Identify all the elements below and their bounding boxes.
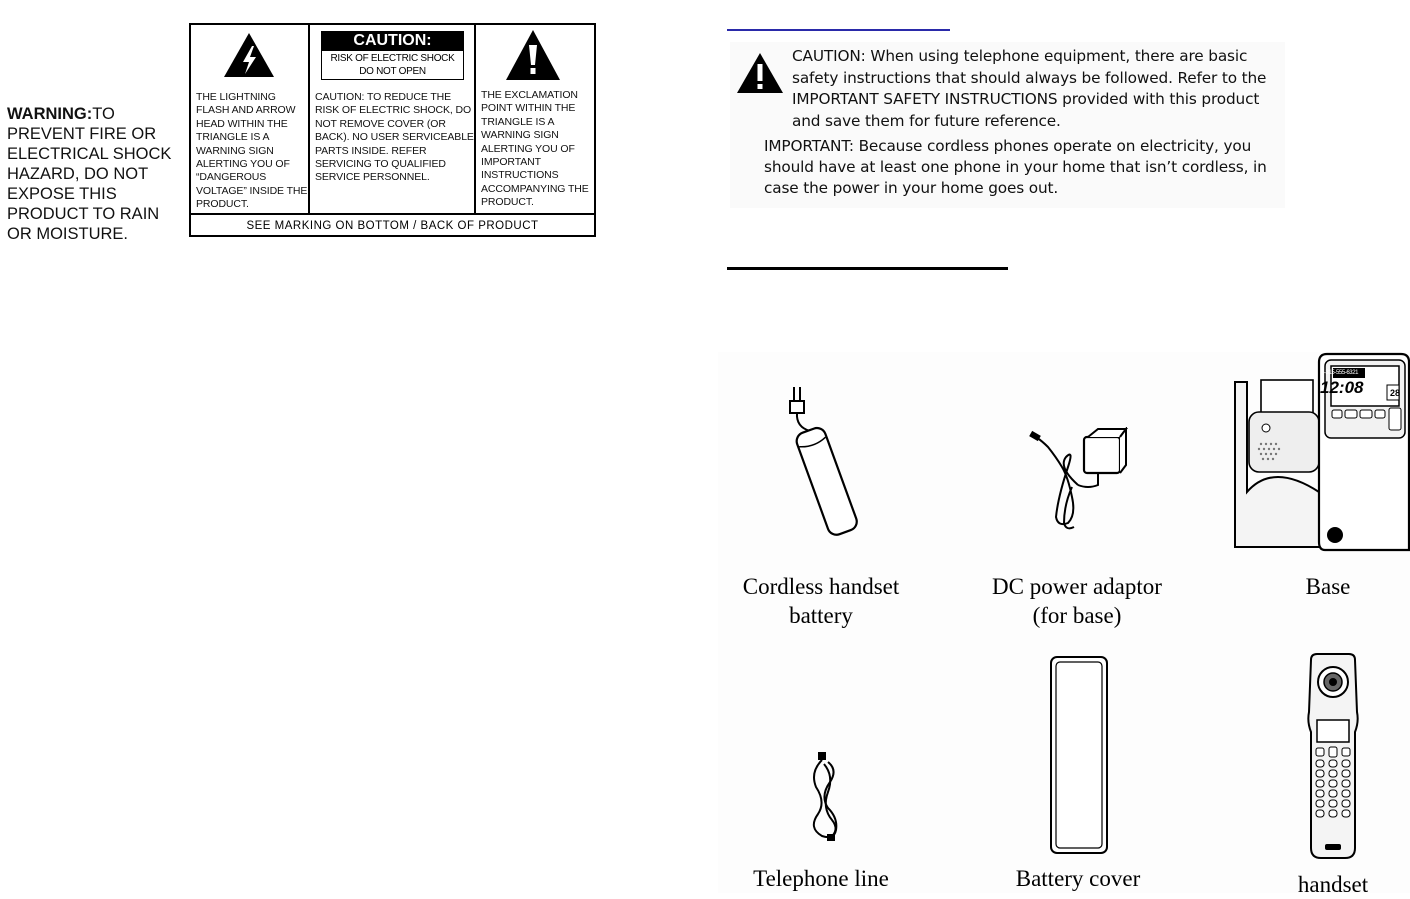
important-paragraph: IMPORTANT: Because cordless phones operate on electricity, you should have at least one phone in your home that isn’t cordless, in case the power in your home goes out. — [764, 137, 1267, 197]
warning-lead: WARNING: — [7, 105, 93, 123]
exclamation-column — [476, 25, 594, 213]
battery-caption — [718, 572, 924, 630]
label-footer: SEE MARKING ON BOTTOM / BACK OF PRODUCT — [191, 213, 594, 235]
center-column — [310, 25, 476, 213]
battery-cover-image — [1048, 655, 1110, 855]
base-display-date: 28 — [1390, 388, 1401, 398]
battery-caption-line-1: Cordless handset — [742, 574, 900, 599]
risk-box — [321, 50, 464, 80]
base-display-number: 1-315-555-6321 — [1321, 370, 1359, 376]
center-text: CAUTION: TO REDUCE THE RISK OF ELECTRIC SHOCK, DO NOT REMOVE COVER (OR BACK). NO USER SERVICEABLE PARTS INSIDE. REFER SERVICING TO QUALIFIED SERVICE PERSONNEL. — [315, 91, 474, 184]
exclamation-warning-icon — [505, 29, 561, 81]
risk-line-1: RISK OF ELECTRIC SHOCK — [330, 53, 455, 64]
handset-caption: handset — [1297, 872, 1369, 897]
warning-text — [7, 104, 187, 244]
parts-checklist — [718, 352, 1410, 897]
safety-caution-block — [730, 42, 1285, 208]
handset-image — [1303, 652, 1363, 862]
adaptor-caption — [968, 572, 1186, 630]
power-adaptor-image — [1028, 427, 1128, 537]
base-display-text — [1314, 366, 1382, 408]
telephone-line-caption: Telephone line — [753, 866, 889, 891]
base-caption: Base — [1305, 574, 1351, 599]
battery-cover-caption: Battery cover — [1015, 866, 1141, 891]
risk-line-2: DO NOT OPEN — [359, 66, 426, 77]
battery-caption-line-2: battery — [789, 603, 853, 628]
warning-body: TO PREVENT FIRE OR ELECTRICAL SHOCK HAZARD, DO NOT EXPOSE THIS PRODUCT TO RAIN OR MOISTURE. — [7, 105, 172, 243]
section-rule-top — [727, 29, 950, 31]
caution-banner: CAUTION: — [321, 31, 464, 50]
lightning-text: THE LIGHTNING FLASH AND ARROW HEAD WITHIN THE TRIANGLE IS A WARNING SIGN ALERTING YOU OF “DANGEROUS VOLTAGE” INSIDE THE PRODUCT. — [196, 91, 308, 211]
caution-label — [189, 23, 596, 237]
adaptor-caption-line-2: (for base) — [1032, 603, 1122, 628]
adaptor-caption-line-1: DC power adaptor — [992, 574, 1162, 599]
caution-triangle-icon — [736, 52, 784, 94]
telephone-line-image — [800, 752, 850, 842]
section-rule-parts — [727, 267, 1008, 270]
exclamation-text: THE EXCLAMATION POINT WITHIN THE TRIANGLE IS A WARNING SIGN ALERTING YOU OF IMPORTANT INSTRUCTIONS ACCOMPANYING THE PRODUCT. — [481, 89, 589, 209]
caution-paragraph: CAUTION: When using telephone equipment, there are basic safety instructions that should always be followed. Refer to the IMPORTANT SAFETY INSTRUCTIONS provided with this product and save them for future reference. — [792, 47, 1267, 130]
lightning-column — [191, 25, 310, 213]
lightning-warning-icon — [223, 32, 275, 78]
battery-image — [788, 387, 868, 537]
base-display-time: 12:08 — [1320, 378, 1364, 397]
